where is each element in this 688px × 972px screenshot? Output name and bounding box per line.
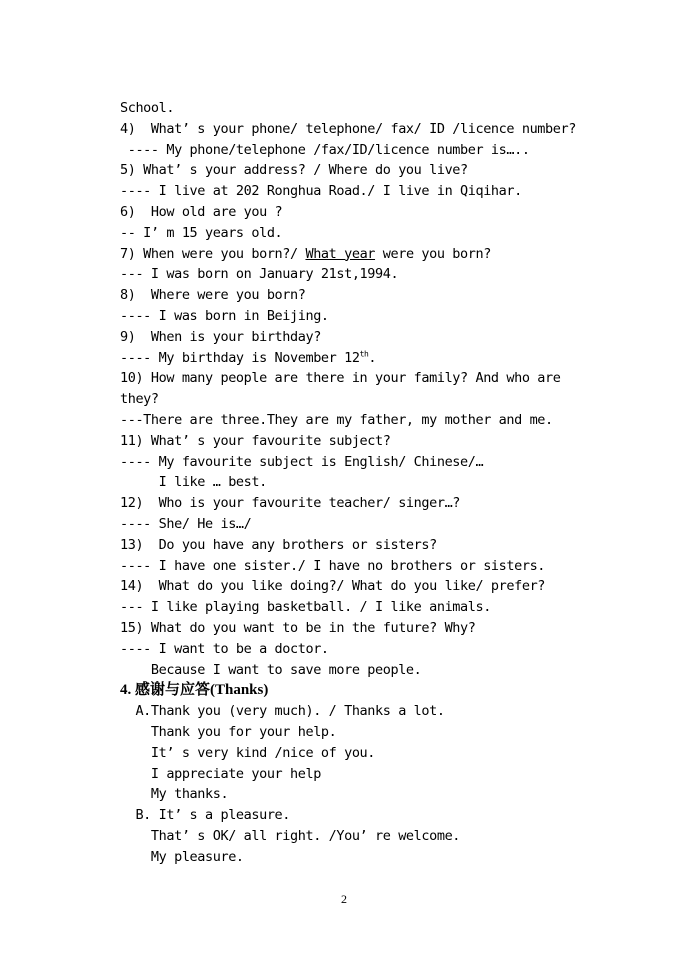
section-heading: 4. 感谢与应答(Thanks) <box>120 682 269 699</box>
text-line: 6) How old are you ? <box>120 203 283 220</box>
text-line: That’ s OK/ all right. /You’ re welcome. <box>120 827 461 844</box>
text-line: It’ s very kind /nice of you. <box>120 744 376 761</box>
text-line: My pleasure. <box>120 848 244 865</box>
text-line: I appreciate your help <box>120 765 321 782</box>
text-line <box>120 348 660 369</box>
text-line: Thank you for your help. <box>120 723 337 740</box>
text-line: ---- I want to be a doctor. <box>120 640 329 657</box>
line-text: ---- My birthday is November 12 <box>120 349 360 366</box>
text-line: ---- I have one sister./ I have no brothers or sisters. <box>120 557 546 574</box>
text-line: ---- I live at 202 Ronghua Road./ I live in Qiqihar. <box>120 183 522 200</box>
text-line: ---- My phone/telephone /fax/ID/licence number is….. <box>120 141 530 158</box>
text-line: they? <box>120 391 159 408</box>
document-body <box>120 98 660 867</box>
text-line: My thanks. <box>120 786 229 803</box>
text-line: I like … best. <box>120 474 267 491</box>
ordinal-suffix: th <box>359 349 369 359</box>
line-text: 7) When were you born?/ <box>120 245 306 262</box>
thanks-section <box>120 701 660 867</box>
text-line: 14) What do you like doing?/ What do you like/ prefer? <box>120 578 546 595</box>
text-line: 4) What’ s your phone/ telephone/ fax/ ID /licence number? <box>120 120 576 137</box>
text-line: 15) What do you want to be in the future? Why? <box>120 619 476 636</box>
line-text: . <box>368 349 377 366</box>
page-number: 2 <box>341 892 347 906</box>
text-line: 11) What’ s your favourite subject? <box>120 432 391 449</box>
text-line: --- I like playing basketball. / I like animals. <box>120 599 491 616</box>
text-line: School. <box>120 100 175 116</box>
qa-section <box>120 98 660 680</box>
text-line: ---- She/ He is…/ <box>120 515 252 532</box>
text-line: ---- My favourite subject is English/ Chinese/… <box>120 453 484 470</box>
text-line: 10) How many people are there in your family? And who are <box>120 370 561 387</box>
text-line: -- I’ m 15 years old. <box>120 224 283 241</box>
line-text: were you born? <box>375 245 491 262</box>
text-line: 8) Where were you born? <box>120 287 306 304</box>
text-line: 13) Do you have any brothers or sisters? <box>120 536 437 553</box>
text-line: 12) Who is your favourite teacher/ singer…? <box>120 495 461 512</box>
text-line: 9) When is your birthday? <box>120 328 321 345</box>
text-line: Because I want to save more people. <box>120 661 422 678</box>
text-line: ---- I was born in Beijing. <box>120 307 329 324</box>
text-line <box>120 244 660 265</box>
text-line: A.Thank you (very much). / Thanks a lot. <box>120 703 445 720</box>
underlined-text: What year <box>305 245 376 262</box>
text-line: --- I was born on January 21st,1994. <box>120 266 399 283</box>
text-line: 5) What’ s your address? / Where do you live? <box>120 162 468 179</box>
text-line: ---There are three.They are my father, my mother and me. <box>120 411 553 428</box>
text-line: B. It’ s a pleasure. <box>120 807 291 824</box>
